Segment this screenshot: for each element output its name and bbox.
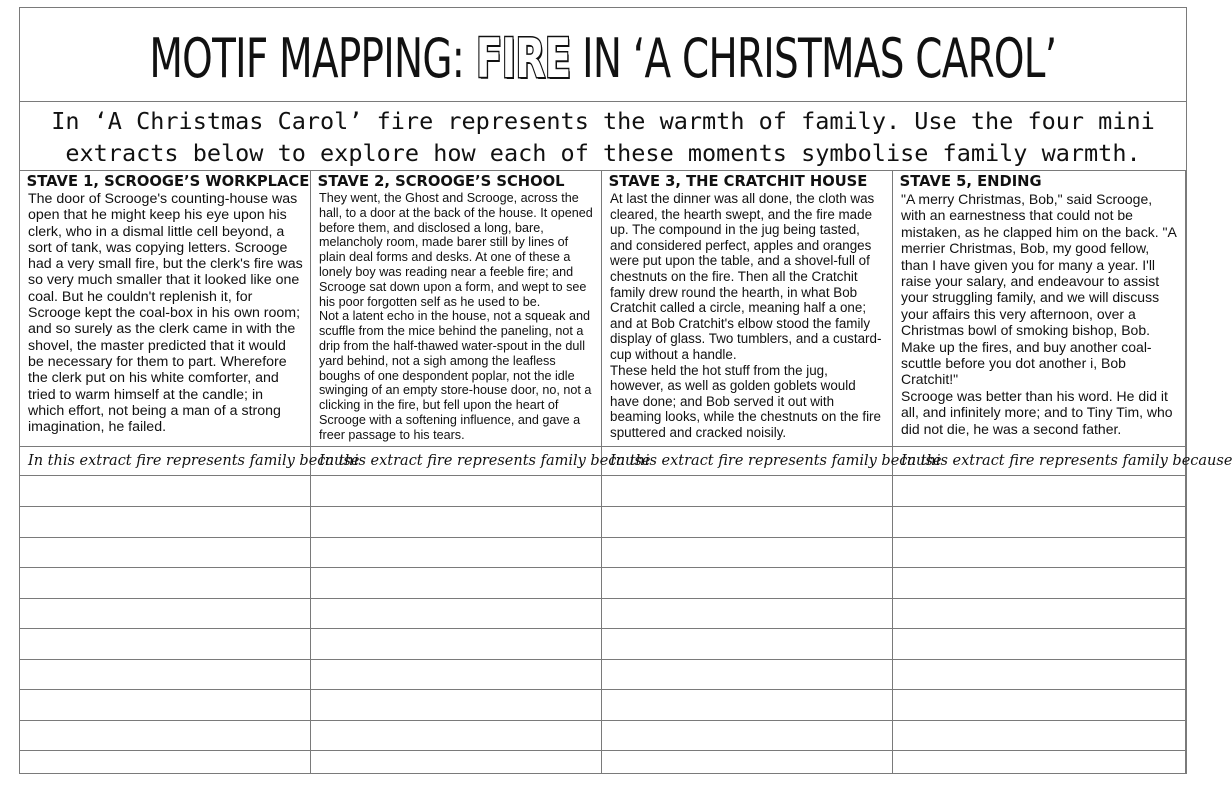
- response-prompt: In this extract fire represents family because: [602, 446, 892, 476]
- answer-line: [20, 689, 1186, 690]
- column-stave-5: [893, 171, 1232, 774]
- extract-text: [602, 190, 892, 445]
- response-prompt: In this extract fire represents family because: [20, 446, 310, 476]
- extract-text: [20, 190, 310, 445]
- extract-paragraph: Scrooge was better than his word. He did it all, and infinitely more; and to Tiny Tim, who did not die, he was a second father.: [901, 387, 1173, 437]
- column-stave-1: [20, 171, 360, 774]
- answer-line: [20, 567, 1186, 568]
- title-after: IN ‘A CHRISTMAS CAROL’: [570, 27, 1057, 90]
- extract-columns: [20, 171, 1232, 774]
- extract-paragraph: Not a latent echo in the house, not a squeak and scuffle from the mice behind the paneling, not a drip from the half-thawed water-spout in the dull yard behind, not a sigh among the leafless boughs of one despondent poplar, not the idle swinging of an empty store-house door, no, not a clicking in the fire, but fell upon the heart of Scrooge with a softening influence, and gave a freer passage to his tears.: [319, 309, 592, 442]
- extract-paragraph: "A merry Christmas, Bob," said Scrooge, with an earnestness that could not be mistaken, as he clapped him on the back. "A merrier Christmas, Bob, my good fellow, than I have given you for many a year. I'll raise your salary, and endeavour to assist your struggling family, and we will discuss your affairs this very afternoon, over a Christmas bowl of smoking bishop, Bob. Make up the fires, and buy another coal-scuttle before you dot another i, Bob Cratchit!": [901, 191, 1177, 388]
- title-highlight: FIRE: [475, 27, 571, 90]
- column-stave-3: [602, 171, 942, 774]
- extract-text: [311, 190, 601, 445]
- extract-paragraph: These held the hot stuff from the jug, however, as well as golden goblets would have done; and Bob served it out with beaming looks, while the chestnuts on the fire sputtered and cracked noisily.: [610, 362, 881, 440]
- column-heading: STAVE 3, THE CRATCHIT HOUSE: [608, 172, 868, 190]
- response-prompt: In this extract fire represents family because: [311, 446, 601, 476]
- intro-row: [20, 102, 1186, 171]
- intro-text: In ‘A Christmas Carol’ fire represents the warmth of family. Use the four mini extracts below to explore how each of these moments symbolise family warmth.: [51, 107, 1155, 167]
- response-prompt: In this extract fire represents family because: [893, 446, 1185, 476]
- answer-line: [20, 537, 1186, 538]
- column-heading: STAVE 1, SCROOGE’S WORKPLACE: [26, 172, 310, 190]
- answer-line: [20, 659, 1186, 660]
- column-heading: STAVE 5, ENDING: [899, 172, 1042, 190]
- column-heading: STAVE 2, SCROOGE’S SCHOOL: [317, 172, 565, 190]
- title-row: [20, 8, 1186, 102]
- extract-paragraph: At last the dinner was all done, the cloth was cleared, the hearth swept, and the fire made up. The compound in the jug being tasted, and considered perfect, apples and oranges were put upon the table, and a shovel-full of chestnuts on the fire. Then all the Cratchit family drew round the hearth, in what Bob Cratchit called a circle, meaning half a one; and at Bob Cratchit's elbow stood the family display of glass. Two tumblers, and a custard-cup without a handle.: [610, 191, 882, 362]
- worksheet: [19, 7, 1232, 774]
- extract-text: [893, 190, 1185, 445]
- answer-line: [20, 506, 1186, 507]
- answer-line: [20, 720, 1186, 721]
- answer-line: [20, 750, 1186, 751]
- extract-paragraph: The door of Scrooge's counting-house was open that he might keep his eye upon his clerk, who in a dismal little cell beyond, a sort of tank, was copying letters. Scrooge had a very small fire, but the clerk's fire was so very much smaller that it looked like one coal. But he couldn't replenish it, for Scrooge kept the coal-box in his own room; and so surely as the clerk came in with the shovel, the master predicted that it would be necessary for them to part. Wherefore the clerk put on his white comforter, and tried to warm himself at the candle; in which effort, not being a man of a strong imagination, he failed.: [28, 191, 303, 436]
- page-title: [150, 27, 1057, 90]
- extract-paragraph: They went, the Ghost and Scrooge, across the hall, to a door at the back of the house. It opened before them, and disclosed a long, bare, melancholy room, made barer still by lines of plain deal forms and desks. At one of these a lonely boy was reading near a feeble fire; and Scrooge sat down upon a form, and wept to see his poor forgotten self as he used to be.: [319, 191, 593, 309]
- answer-line: [20, 598, 1186, 599]
- title-before: MOTIF MAPPING:: [149, 27, 476, 90]
- column-stave-2: [311, 171, 651, 774]
- answer-line: [20, 628, 1186, 629]
